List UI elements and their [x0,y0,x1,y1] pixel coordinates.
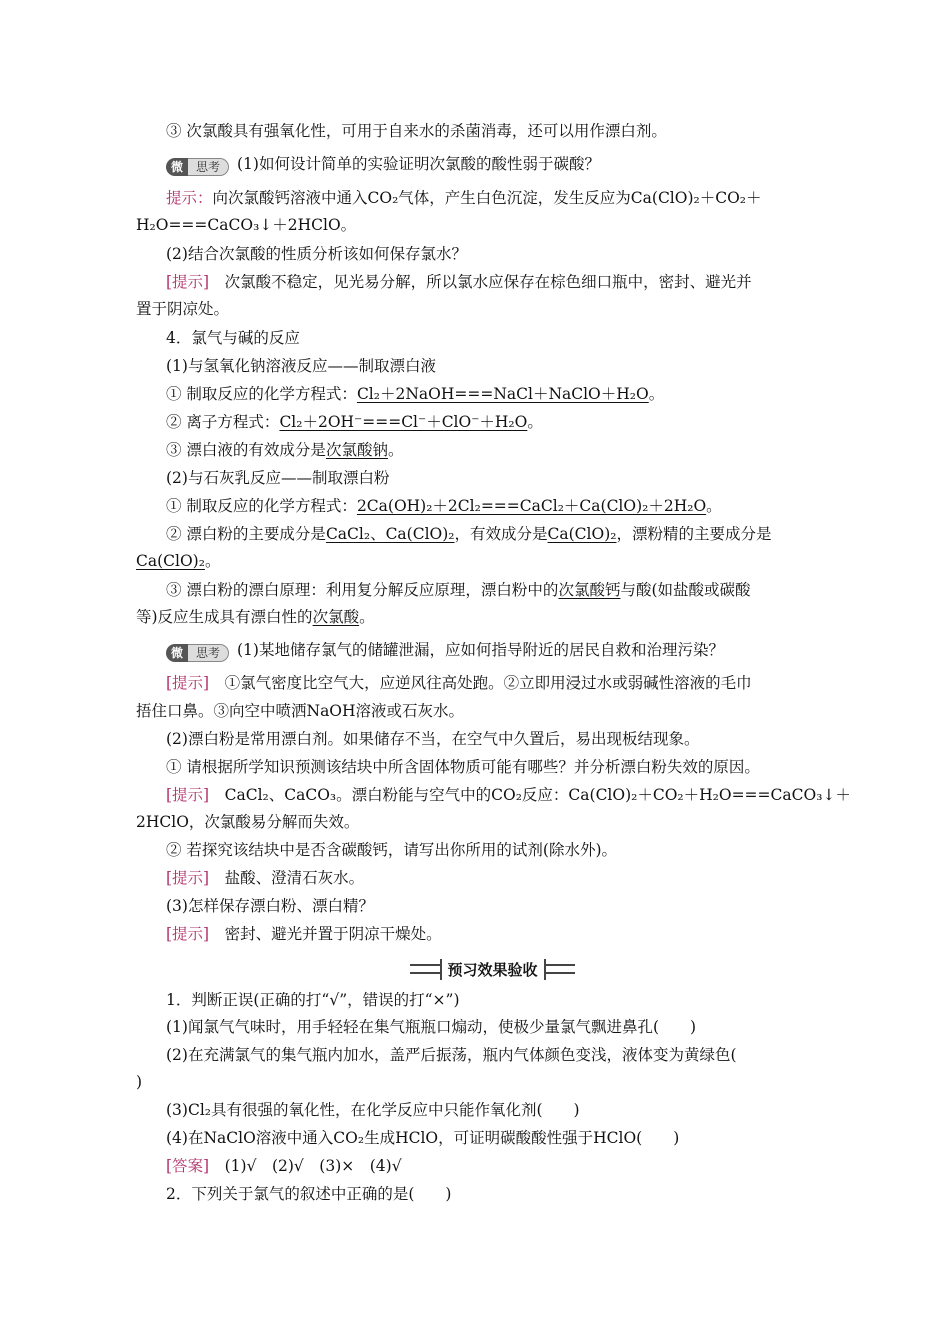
section-title: 预习效果验收 [440,959,546,980]
text-line: ③ 漂白液的有效成分是次氯酸钠。 [166,441,404,459]
text-line: (2)结合次氯酸的性质分析该如何保存氯水？ [166,245,467,263]
think-question: 微 思考 (1)某地储存氯气的储罐泄漏，应如何指导附近的居民自救和治理污染？ [166,639,846,662]
text-line: ② 若探究该结块中是否含碳酸钙，请写出你所用的试剂(除水外)。 [166,841,618,859]
section-banner [410,958,575,980]
hint-line: [提示] 次氯酸不稳定，见光易分解，所以氯水应保存在棕色细口瓶中，密封、避光并 [166,273,752,291]
text-line: 2HClO，次氯酸易分解而失效。 [136,813,360,831]
hint-label: [提示] [166,925,210,943]
hint-line: [提示] CaCl₂、CaCO₃。漂白粉能与空气中的CO₂反应：Ca(ClO)₂＋CO₂＋H₂O===CaCO₃↓＋ [166,786,851,804]
answer-line: [答案] (1)√ (2)√ (3)× (4)√ [166,1157,402,1175]
hint-label: [提示] [166,786,210,804]
hint-line: [提示] 密封、避光并置于阴凉干燥处。 [166,925,442,943]
text-line: ③ 次氯酸具有强氧化性，可用于自来水的杀菌消毒，还可以用作漂白剂。 [166,122,667,140]
question-line: (1)闻氯气气味时，用手轻轻在集气瓶瓶口煽动，使极少量氯气飘进鼻孔( ) [166,1018,697,1036]
equation-line: ① 制取反应的化学方程式：2Ca(OH)₂＋2Cl₂===CaCl₂＋Ca(ClO)₂＋2H₂O。 [166,497,722,515]
hint-line: [提示] ①氯气密度比空气大，应逆风往高处跑。②立即用浸过水或弱碱性溶液的毛巾 [166,674,752,692]
question-line: (2)在充满氯气的集气瓶内加水，盖严后振荡，瓶内气体颜色变浅，液体变为黄绿色( [166,1046,737,1064]
question-line: (4)在NaClO溶液中通入CO₂生成HClO，可证明碳酸酸性强于HClO( ) [166,1129,680,1147]
question-line: 2．下列关于氯气的叙述中正确的是( ) [166,1185,452,1203]
hint-line: [提示] 盐酸、澄清石灰水。 [166,869,365,887]
section-heading: 4．氯气与碱的反应 [166,329,300,347]
question-line: ) [136,1073,143,1091]
hint-label: [提示] [166,273,210,291]
text-line: ③ 漂白粉的漂白原理：利用复分解反应原理，漂白粉中的次氯酸钙与酸(如盐酸或碳酸 [166,581,751,599]
text-line: H₂O===CaCO₃↓＋2HClO。 [136,216,357,234]
answer-label: [答案] [166,1157,210,1175]
text-line: ② 漂白粉的主要成分是CaCl₂、Ca(ClO)₂，有效成分是Ca(ClO)₂，漂粉精的主要成分是 [166,525,772,543]
banner-right-rule [546,964,576,974]
text-line: (1)与氢氧化钠溶液反应——制取漂白液 [166,357,436,375]
question-line: (3)Cl₂具有很强的氧化性，在化学反应中只能作氧化剂( ) [166,1101,580,1119]
text-line: Ca(ClO)₂。 [136,552,221,570]
hint-label: [提示] [166,674,210,692]
text-line: 置于阴凉处。 [136,300,230,318]
think-badge: 微 思考 [166,644,229,662]
think-badge: 微 思考 [166,158,229,176]
hint-label: [提示] [166,869,210,887]
think-question: 微 思考 (1)如何设计简单的实验证明次氯酸的酸性弱于碳酸？ [166,153,846,176]
equation-line: ② 离子方程式：Cl₂＋2OH⁻===Cl⁻＋ClO⁻＋H₂O。 [166,413,543,431]
text-line: (2)与石灰乳反应——制取漂白粉 [166,469,390,487]
text-line: 等)反应生成具有漂白性的次氯酸。 [136,608,375,626]
text-line: (3)怎样保存漂白粉、漂白精？ [166,897,374,915]
text-line: 捂住口鼻。③向空中喷洒NaOH溶液或石灰水。 [136,702,465,720]
question-line: 1．判断正误(正确的打“√”，错误的打“×”) [166,991,460,1009]
text-line: (2)漂白粉是常用漂白剂。如果储存不当，在空气中久置后，易出现板结现象。 [166,730,700,748]
banner-left-rule [410,964,440,974]
equation-line: ① 制取反应的化学方程式：Cl₂＋2NaOH===NaCl＋NaClO＋H₂O。 [166,385,665,403]
hint-line: 提示：向次氯酸钙溶液中通入CO₂气体，产生白色沉淀，发生反应为Ca(ClO)₂＋CO₂＋ [166,189,762,207]
text-line: ① 请根据所学知识预测该结块中所含固体物质可能有哪些？并分析漂白粉失效的原因。 [166,758,760,776]
hint-label: 提示： [166,189,213,207]
